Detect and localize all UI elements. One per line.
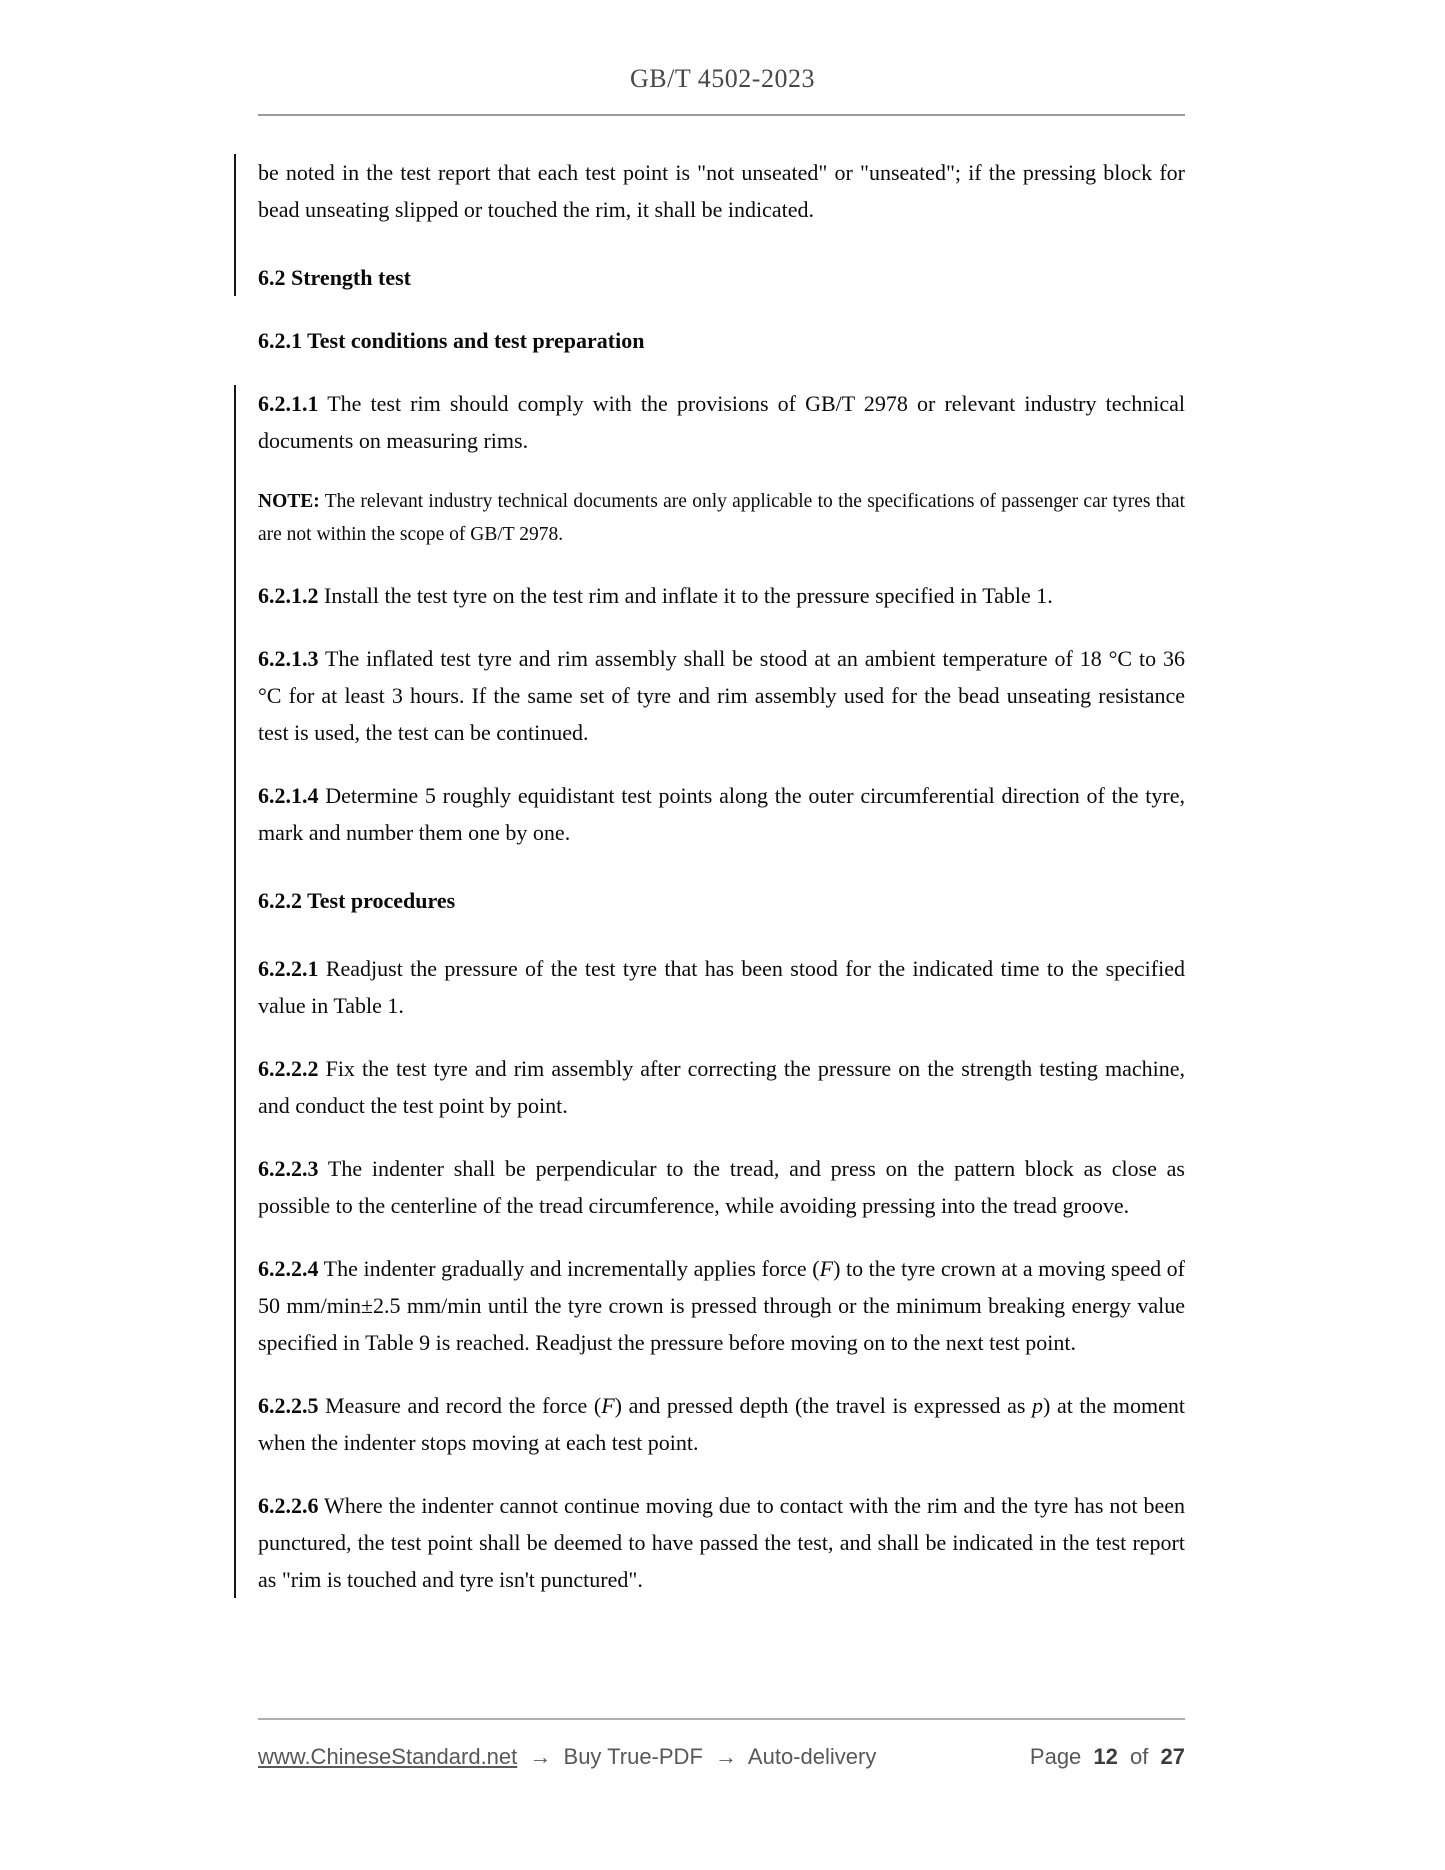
body-paragraph <box>258 154 1185 228</box>
text-run: The inflated test tyre and rim assembly shall be stood at an ambient temperature of 18 °C to 36 °C for at least 3 hours. If the same set of tyre and rim assembly used for the bead unseating resistance test is used, the test can be continued. <box>258 646 1185 745</box>
italic-text-run: F <box>601 1393 615 1418</box>
text-run: ) at the moment when the indenter stops moving at each test point. <box>258 1393 1185 1455</box>
page-header <box>0 0 1445 116</box>
bold-text-run: 6.2.2 Test procedures <box>258 888 456 913</box>
text-run: The indenter shall be perpendicular to the tread, and press on the pattern block as close as possible to the centerline of the tread circumference, while avoiding pressing into the tread groove. <box>258 1156 1185 1218</box>
bold-text-run: 6.2.2.5 <box>258 1393 319 1418</box>
footer-source <box>258 1744 882 1770</box>
italic-text-run: F <box>819 1256 834 1281</box>
bold-text-run: 6.2.1.1 <box>258 391 319 416</box>
text-run: Fix the test tyre and rim assembly after correcting the pressure on the strength testing machine, and conduct the test point by point. <box>258 1056 1185 1118</box>
page-footer <box>258 1718 1185 1770</box>
bold-text-run: 6.2 Strength test <box>258 265 411 290</box>
auto-delivery-label: Auto-delivery <box>747 1744 877 1769</box>
total-page-number: 27 <box>1160 1744 1185 1769</box>
content-group <box>258 322 1185 359</box>
bold-text-run: 6.2.1.2 <box>258 583 319 608</box>
text-run: The test rim should comply with the provisions of GB/T 2978 or relevant industry technical documents on measuring rims. <box>258 391 1185 453</box>
website-link[interactable]: www.ChineseStandard.net <box>258 1744 518 1769</box>
bold-text-run: 6.2.2.4 <box>258 1256 319 1281</box>
document-content <box>258 116 1185 1598</box>
body-paragraph <box>258 1150 1185 1224</box>
note-paragraph <box>258 485 1185 551</box>
revision-marked-group <box>234 385 1185 1598</box>
body-paragraph <box>258 385 1185 459</box>
text-run: ) and pressed depth (the travel is expressed as <box>614 1393 1033 1418</box>
arrow-icon: → <box>715 1744 738 1769</box>
text-run: ) to the tyre crown at a moving speed of 50 mm/min±2.5 mm/min until the tyre crown is pressed through or the minimum breaking energy value specified in Table 9 is reached. Readjust the pressure before moving on to the next test point. <box>258 1256 1186 1355</box>
text-run: Install the test tyre on the test rim and inflate it to the pressure specified in Table 1. <box>318 583 1053 608</box>
of-label: of <box>1130 1744 1149 1769</box>
bold-text-run: 6.2.1.3 <box>258 646 319 671</box>
revision-marked-group <box>234 154 1185 296</box>
body-paragraph <box>258 777 1185 851</box>
body-paragraph <box>258 1250 1185 1361</box>
text-run: Readjust the pressure of the test tyre that has been stood for the indicated time to the specified value in Table 1. <box>258 956 1185 1018</box>
section-heading <box>258 882 1185 919</box>
body-paragraph <box>258 577 1185 614</box>
current-page-number: 12 <box>1093 1744 1118 1769</box>
text-run: Where the indenter cannot continue moving due to contact with the rim and the tyre has not been punctured, the test point shall be deemed to have passed the test, and shall be indicated in the test report as "rim is touched and tyre isn't punctured". <box>258 1493 1185 1592</box>
bold-text-run: 6.2.1 Test conditions and test preparation <box>258 328 645 353</box>
body-paragraph <box>258 1050 1185 1124</box>
bold-text-run: NOTE: <box>258 491 320 512</box>
page-label: Page <box>1029 1744 1082 1769</box>
bold-text-run: 6.2.2.1 <box>258 956 319 981</box>
italic-text-run: p <box>1032 1393 1044 1418</box>
section-heading <box>258 259 1185 296</box>
body-paragraph <box>258 950 1185 1024</box>
text-run: The indenter gradually and incrementally applies force ( <box>318 1256 820 1281</box>
bold-text-run: 6.2.1.4 <box>258 783 319 808</box>
text-run: Determine 5 roughly equidistant test points along the outer circumferential direction of the tyre, mark and number them one by one. <box>258 783 1185 845</box>
body-paragraph <box>258 640 1185 751</box>
arrow-icon: → <box>529 1744 552 1769</box>
bold-text-run: 6.2.2.3 <box>258 1156 319 1181</box>
buy-pdf-label: Buy True-PDF <box>563 1744 703 1769</box>
bold-text-run: 6.2.2.2 <box>258 1056 319 1081</box>
page-indicator <box>1024 1744 1185 1770</box>
footer-row <box>258 1744 1185 1770</box>
body-paragraph <box>258 1487 1185 1598</box>
text-run: The relevant industry technical documents are only applicable to the specifications of passenger car tyres that are not within the scope of GB/T 2978. <box>258 491 1185 545</box>
section-heading <box>258 322 1185 359</box>
footer-divider <box>258 1718 1185 1720</box>
bold-text-run: 6.2.2.6 <box>258 1493 319 1518</box>
text-run: be noted in the test report that each test point is "not unseated" or "unseated"; if the pressing block for bead unseating slipped or touched the rim, it shall be indicated. <box>258 160 1185 222</box>
text-run: Measure and record the force ( <box>318 1393 602 1418</box>
standard-number-title: GB/T 4502-2023 <box>630 64 815 93</box>
body-paragraph <box>258 1387 1185 1461</box>
